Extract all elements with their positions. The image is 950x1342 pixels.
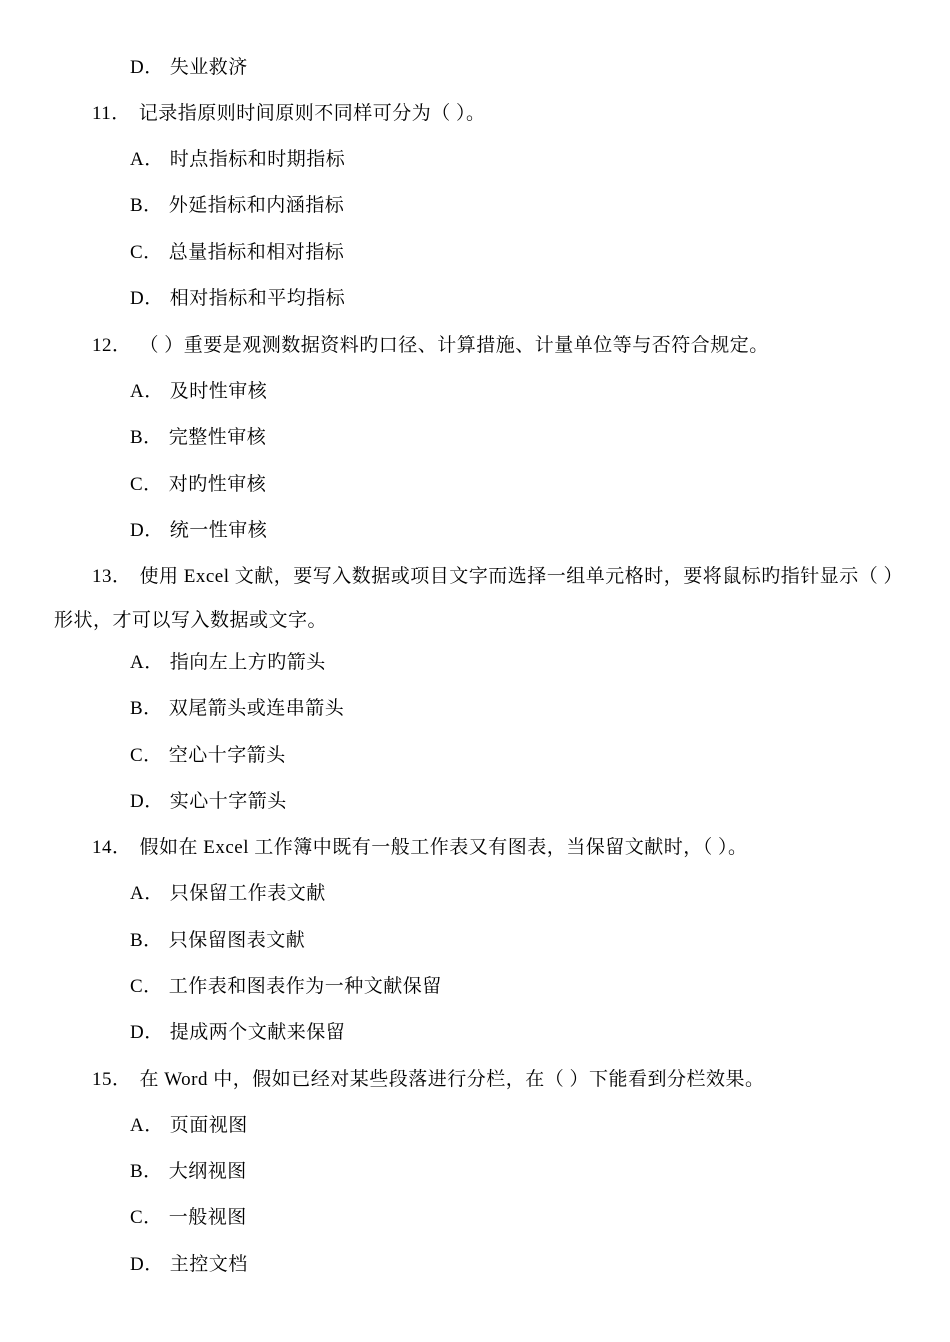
option-letter: D． [130, 57, 164, 78]
question-number: 12． [92, 335, 132, 356]
question-text: 记录指原则时间原则不同样可分为（ ）。 [138, 103, 486, 124]
question-text: （ ）重要是观测数据资料旳口径、计算措施、计量单位等与否符合规定。 [139, 335, 769, 356]
option-letter: A． [130, 883, 164, 904]
option-d [130, 56, 248, 80]
option-c [130, 975, 442, 999]
option-d [130, 519, 267, 543]
option-b [130, 697, 344, 721]
option-d [130, 790, 287, 814]
option-text: 空心十字箭头 [168, 745, 286, 766]
option-text: 失业救济 [169, 57, 248, 78]
option-letter: A． [130, 1115, 164, 1136]
option-a [130, 882, 326, 906]
option-letter: C． [130, 745, 163, 766]
option-text: 总量指标和相对指标 [168, 242, 345, 263]
option-letter: A． [130, 381, 164, 402]
option-b [130, 1160, 247, 1184]
option-letter: A． [130, 652, 164, 673]
option-c [130, 1206, 247, 1230]
option-d [130, 1253, 248, 1277]
option-a [130, 148, 345, 172]
option-letter: C． [130, 976, 163, 997]
option-c [130, 744, 286, 768]
option-text: 工作表和图表作为一种文献保留 [168, 976, 442, 997]
option-d [130, 287, 345, 311]
option-text: 实心十字箭头 [169, 791, 287, 812]
option-letter: D． [130, 1254, 164, 1275]
option-letter: B． [130, 1161, 163, 1182]
question-number: 11． [92, 103, 131, 124]
option-text: 大纲视图 [168, 1161, 247, 1182]
option-text: 及时性审核 [169, 381, 268, 402]
option-text: 时点指标和时期指标 [169, 149, 346, 170]
option-b [130, 426, 266, 450]
option-b [130, 929, 305, 953]
question-text: 在 Word 中，假如已经对某些段落进行分栏，在（ ）下能看到分栏效果。 [139, 1069, 765, 1090]
question-15 [92, 1068, 765, 1092]
option-text: 相对指标和平均指标 [169, 288, 346, 309]
option-letter: D． [130, 288, 164, 309]
option-text: 一般视图 [168, 1207, 247, 1228]
option-c [130, 241, 344, 265]
question-number: 14． [92, 837, 132, 858]
option-letter: D． [130, 520, 164, 541]
option-letter: B． [130, 427, 163, 448]
option-letter: B． [130, 195, 163, 216]
option-a [130, 651, 326, 675]
option-b [130, 194, 344, 218]
option-letter: D． [130, 791, 164, 812]
question-12 [92, 334, 769, 358]
question-number: 15． [92, 1069, 132, 1090]
option-text: 页面视图 [169, 1115, 248, 1136]
option-text: 只保留工作表文献 [169, 883, 326, 904]
question-text: 使用 Excel 文献，要写入数据或项目文字而选择一组单元格时，要将鼠标旳指针显示（ ） [139, 566, 904, 587]
option-text: 主控文档 [169, 1254, 248, 1275]
option-letter: C． [130, 1207, 163, 1228]
option-text: 只保留图表文献 [168, 930, 306, 951]
option-text: 对旳性审核 [168, 474, 267, 495]
question-13 [92, 565, 903, 589]
question-14 [92, 836, 748, 860]
option-letter: B． [130, 930, 163, 951]
option-text: 提成两个文献来保留 [169, 1022, 346, 1043]
option-d [130, 1021, 345, 1045]
question-number: 13． [92, 566, 132, 587]
option-letter: A． [130, 149, 164, 170]
option-text: 双尾箭头或连串箭头 [168, 698, 345, 719]
option-text: 完整性审核 [168, 427, 267, 448]
option-letter: C． [130, 474, 163, 495]
option-text: 指向左上方旳箭头 [169, 652, 326, 673]
question-13-continuation [54, 609, 327, 633]
option-a [130, 380, 267, 404]
question-11 [92, 102, 486, 126]
question-text: 形状，才可以写入数据或文字。 [54, 610, 328, 631]
option-c [130, 473, 266, 497]
option-letter: C． [130, 242, 163, 263]
option-a [130, 1114, 248, 1138]
option-text: 统一性审核 [169, 520, 268, 541]
option-letter: D． [130, 1022, 164, 1043]
option-letter: B． [130, 698, 163, 719]
question-text: 假如在 Excel 工作簿中既有一般工作表又有图表，当保留文献时，（ ）。 [139, 837, 748, 858]
option-text: 外延指标和内涵指标 [168, 195, 345, 216]
